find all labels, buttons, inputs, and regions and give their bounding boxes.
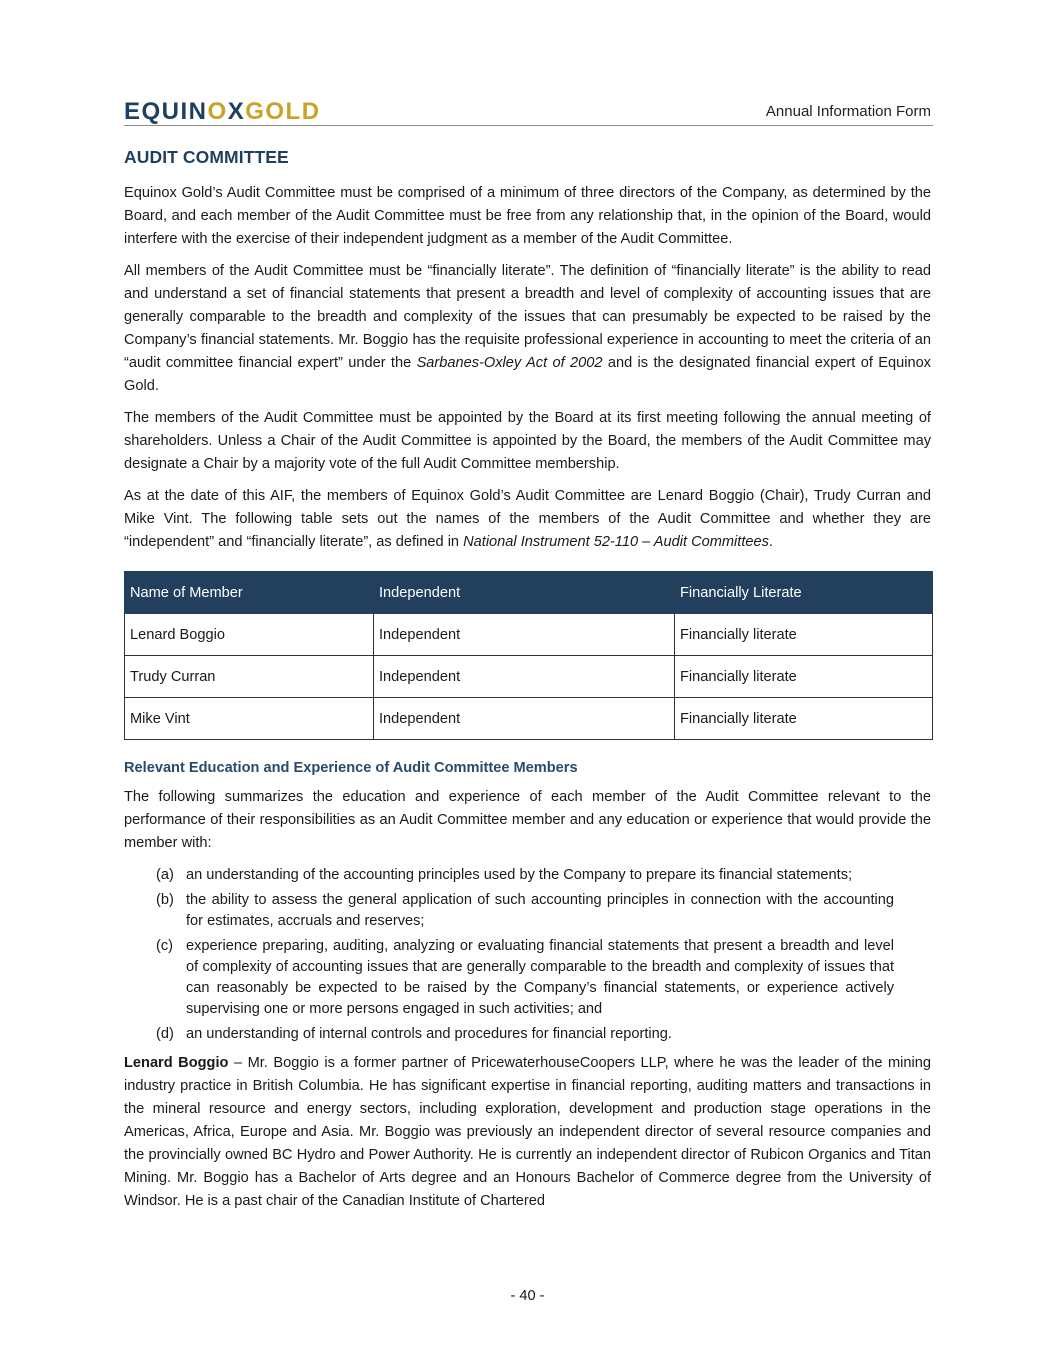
act-name: Sarbanes-Oxley Act of 2002: [416, 355, 603, 371]
column-header-independent: Independent: [374, 572, 675, 614]
criteria-list: [156, 865, 894, 1045]
main-content: [124, 147, 931, 1222]
member-independent: Independent: [374, 656, 675, 698]
list-marker: (a): [156, 867, 174, 883]
member-literate: Financially literate: [675, 656, 933, 698]
table-row: [125, 698, 933, 740]
list-marker: (b): [156, 892, 174, 908]
paragraph-financial-literacy: [124, 260, 931, 398]
document-title: Annual Information Form: [765, 103, 931, 120]
list-marker: (c): [156, 938, 174, 954]
paragraph-text: All members of the Audit Committee must be “financially literate”. The definition of “financially literate” is the ability to read and understand a set of financial statements that present a breadth and level of complexity of accounting issues that are generally comparable to the breadth and complexity of the issues that can presumably be expected to be raised by the Company’s financial statements. Mr. Boggio has the requisite professional experience in accounting to meet the criteria of an “audit committee financial expert” under the: [124, 263, 931, 371]
page-number: - 40 -: [510, 1288, 545, 1304]
list-marker: (d): [156, 1026, 174, 1042]
table-row: [125, 614, 933, 656]
paragraph-appointment: The members of the Audit Committee must be appointed by the Board at its first meeting following the annual meeting of shareholders. Unless a Chair of the Audit Committee is appointed by the Board, the members of the Audit Committee may designate a Chair by a majority vote of the full Audit Committee membership.: [124, 410, 931, 472]
paragraph-text: .: [768, 534, 773, 550]
section-title: AUDIT COMMITTEE: [124, 147, 289, 167]
list-text: an understanding of the accounting principles used by the Company to prepare its financial statements;: [186, 867, 853, 883]
paragraph-members: [124, 485, 931, 554]
list-text: the ability to assess the general application of such accounting principles in connection with the accounting for estimates, accruals and reserves;: [186, 892, 894, 929]
equinox-gold-logo: [124, 97, 334, 125]
list-text: an understanding of internal controls and procedures for financial reporting.: [186, 1026, 672, 1042]
page-header: [124, 97, 933, 126]
member-name: Lenard Boggio: [125, 614, 374, 656]
member-literate: Financially literate: [675, 698, 933, 740]
svg-text:EQUINOXGOLD: EQUINOXGOLD: [124, 98, 321, 125]
member-literate: Financially literate: [675, 614, 933, 656]
paragraph-text: and is the designated financial expert of Equinox Gold.: [124, 355, 931, 394]
member-name: Mike Vint: [125, 698, 374, 740]
member-name: Trudy Curran: [125, 656, 374, 698]
list-item: [156, 936, 894, 1020]
paragraph-education-intro: The following summarizes the education and experience of each member of the Audit Committee relevant to the performance of their responsibilities as an Audit Committee member and any education or experience that would provide the member with:: [124, 789, 931, 851]
paragraph-boggio-bio: [124, 1052, 931, 1213]
column-header-name: Name of Member: [125, 572, 374, 614]
list-item: [156, 865, 894, 886]
member-independent: Independent: [374, 698, 675, 740]
column-header-literate: Financially Literate: [675, 572, 933, 614]
bio-text: – Mr. Boggio is a former partner of PricewaterhouseCoopers LLP, where he was the leader of the mining industry practice in British Columbia. He has significant expertise in financial reporting, auditing matters and transactions in the mineral resource and energy sectors, including exploration, development and production stage operations in the Americas, Africa, Europe and Asia. Mr. Boggio was previously an independent director of several resource companies and the provincially owned BC Hydro and Power Authority. He is currently an independent director of Rubicon Organics and Titan Mining. Mr. Boggio has a Bachelor of Arts degree and an Honours Bachelor of Commerce degree from the University of Windsor. He is a past chair of the Canadian Institute of Chartered: [124, 1055, 931, 1209]
member-independent: Independent: [374, 614, 675, 656]
members-table: [124, 571, 933, 740]
instrument-name: National Instrument 52-110 – Audit Committees: [463, 534, 769, 550]
list-item: [156, 890, 894, 932]
list-item: [156, 1024, 894, 1045]
paragraph-composition: Equinox Gold’s Audit Committee must be comprised of a minimum of three directors of the Company, as determined by the Board, and each member of the Audit Committee must be free from any relationship that, in the opinion of the Board, would interfere with the exercise of their independent judgment as a member of the Audit Committee.: [124, 185, 931, 247]
list-text: experience preparing, auditing, analyzing or evaluating financial statements that present a breadth and level of complexity of accounting issues that are generally comparable to the breadth and complexity of issues that can reasonably be expected to be raised by the Company’s financial statements, or experience actively supervising one or more persons engaged in such activities; and: [186, 938, 894, 1017]
paragraph-text: As at the date of this AIF, the members of Equinox Gold’s Audit Committee are Lenard Boggio (Chair), Trudy Curran and Mike Vint. The following table sets out the names of the members of the Audit Committee and whether they are “independent” and “financially literate”, as defined in: [124, 488, 931, 550]
bio-name: Lenard Boggio: [124, 1055, 229, 1071]
table-header-row: [125, 572, 933, 614]
subsection-title: Relevant Education and Experience of Audit Committee Members: [124, 760, 578, 776]
table-row: [125, 656, 933, 698]
